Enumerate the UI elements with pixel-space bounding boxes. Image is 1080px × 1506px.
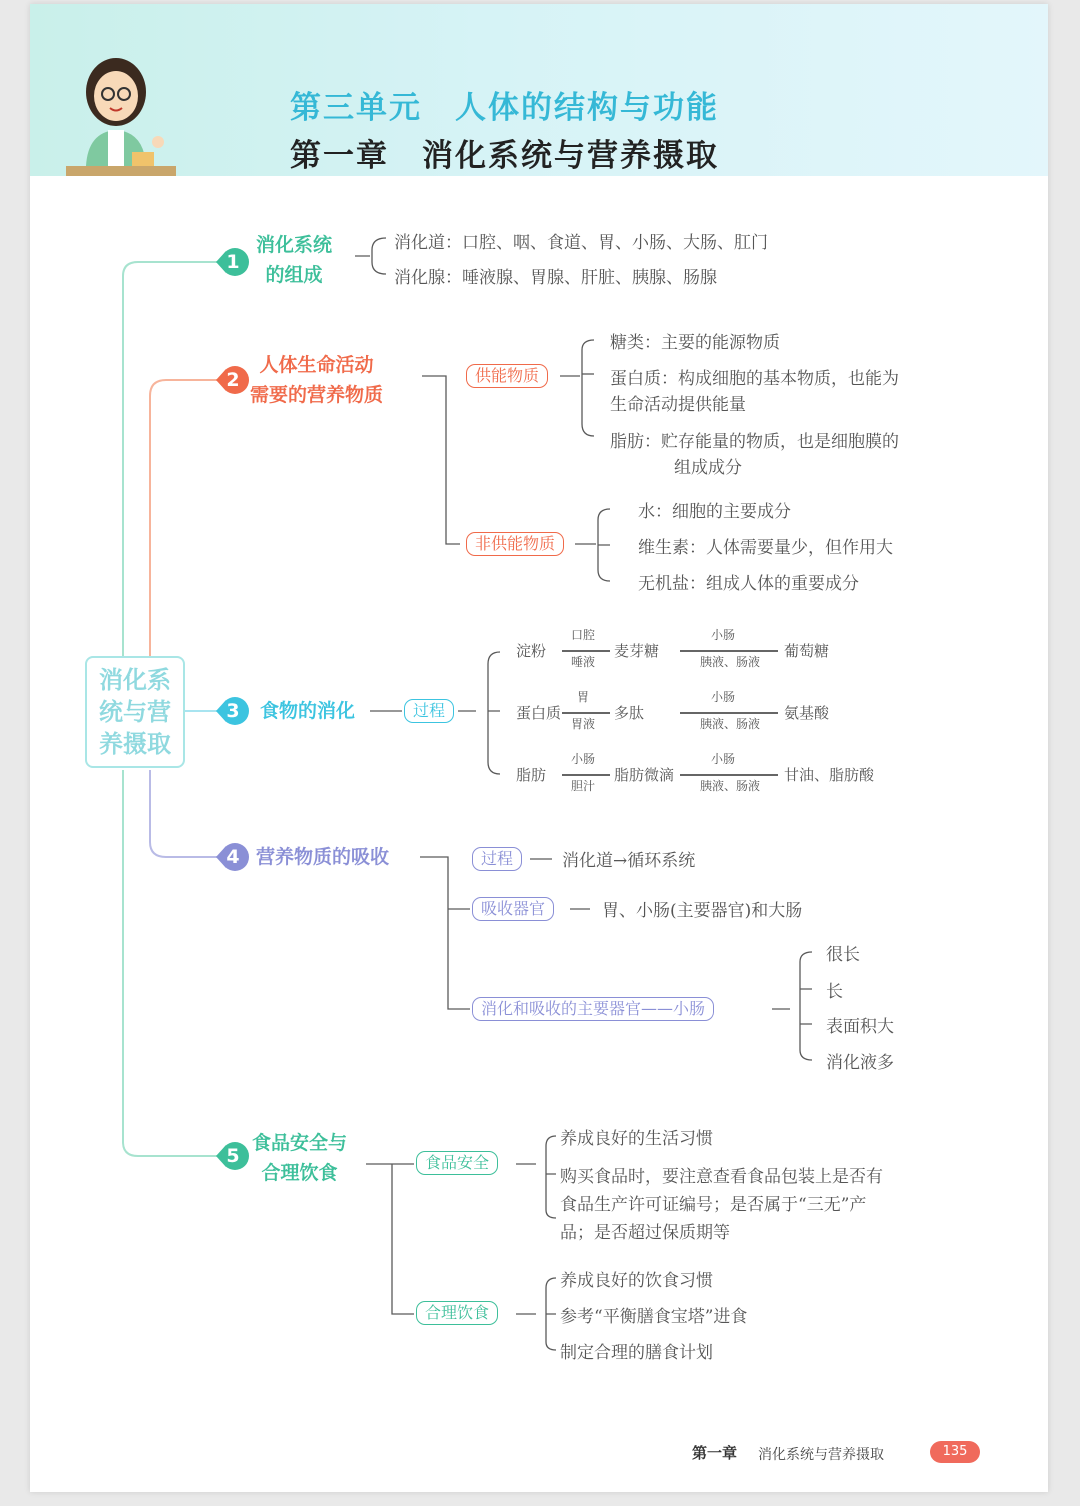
digestion-substrate: 淀粉 <box>516 642 547 660</box>
tag-energy-nutrients: 供能物质 <box>466 364 548 388</box>
digestion-enzyme: 唾液 <box>570 655 595 669</box>
chapter-title: 第一章 消化系统与营养摄取 <box>290 138 719 174</box>
textbook-page <box>30 4 1048 1492</box>
digestion-product: 氨基酸 <box>784 704 830 722</box>
digestion-site: 小肠 <box>710 690 735 704</box>
branch-5-num-text: 5 <box>226 1145 240 1167</box>
diet-item: 参考“平衡膳食宝塔”进食 <box>560 1307 748 1327</box>
digestion-product: 葡萄糖 <box>784 642 830 660</box>
absorption-organs-text: 胃、小肠(主要器官)和大肠 <box>602 901 803 921</box>
digestion-substrate: 脂肪 <box>516 766 547 784</box>
digestion-site: 小肠 <box>710 628 735 642</box>
digestion-arrow <box>562 774 610 776</box>
digestion-enzyme: 胰液、肠液 <box>699 717 760 731</box>
diet-item: 制定合理的膳食计划 <box>560 1343 713 1363</box>
branch-3-number <box>216 694 250 728</box>
branch-2-number <box>216 363 250 397</box>
intestine-feature: 长 <box>826 982 843 1002</box>
branch-5-title-line1: 食品安全与 <box>252 1132 348 1154</box>
branch-4-number <box>216 840 250 874</box>
root-line-1: 消化系 <box>99 666 171 694</box>
branch-1-title-line1: 消化系统 <box>256 234 333 256</box>
branch-2-title <box>250 350 383 410</box>
branch-2-title-line1: 人体生命活动 <box>259 354 374 376</box>
digestion-site: 小肠 <box>570 752 595 766</box>
digestion-substrate: 蛋白质 <box>516 704 562 722</box>
branch-5-title <box>252 1128 347 1188</box>
branch-1-item: 消化腺：唾液腺、胃腺、肝脏、胰腺、肠腺 <box>394 268 717 288</box>
root-line-2: 统与营 <box>99 698 171 726</box>
branch-5-number <box>216 1139 250 1173</box>
tag-food-safety: 食品安全 <box>416 1151 498 1175</box>
footer-chapter: 第一章 <box>692 1444 738 1462</box>
digestion-arrow <box>562 650 610 652</box>
branch-3-title: 食物的消化 <box>260 700 356 722</box>
root-line-3: 养摄取 <box>99 730 171 758</box>
digestion-arrow <box>680 774 778 776</box>
branch-1-title <box>256 230 332 290</box>
tag-non-energy-nutrients: 非供能物质 <box>466 532 564 556</box>
footer-title: 消化系统与营养摄取 <box>758 1447 884 1463</box>
branch-2-title-line2: 需要的营养物质 <box>250 384 384 406</box>
digestion-arrow <box>680 712 778 714</box>
branch-1-number <box>216 245 250 279</box>
tag-digestion-process: 过程 <box>404 699 454 723</box>
digestion-enzyme: 胃液 <box>570 717 595 731</box>
nutrient-item-cont: 组成成分 <box>674 458 742 478</box>
digestion-arrow <box>680 650 778 652</box>
nutrient-item: 维生素：人体需要量少，但作用大 <box>638 538 893 558</box>
food-safety-item: 养成良好的生活习惯 <box>560 1129 713 1149</box>
nutrient-item-cont: 生命活动提供能量 <box>610 395 746 415</box>
food-safety-item: 购买食品时，要注意查看食品包装上是否有 <box>560 1167 883 1187</box>
branch-4-num-text: 4 <box>226 846 240 868</box>
diet-item: 养成良好的饮食习惯 <box>560 1271 713 1291</box>
nutrient-item: 水：细胞的主要成分 <box>638 502 791 522</box>
nutrient-item: 无机盐：组成人体的重要成分 <box>638 574 859 594</box>
branch-2-num-text: 2 <box>226 369 240 391</box>
tag-reasonable-diet: 合理饮食 <box>416 1301 498 1325</box>
digestion-enzyme: 胰液、肠液 <box>699 655 760 669</box>
digestion-enzyme: 胆汁 <box>570 779 595 793</box>
intestine-feature: 很长 <box>826 945 860 965</box>
digestion-site: 胃 <box>576 690 589 704</box>
unit-title: 第三单元 人体的结构与功能 <box>290 90 719 126</box>
digestion-arrow <box>562 712 610 714</box>
digestion-intermediate: 多肽 <box>614 704 645 722</box>
branch-5-title-line2: 合理饮食 <box>261 1162 338 1184</box>
absorption-path: 消化道→循环系统 <box>562 851 696 871</box>
digestion-product: 甘油、脂肪酸 <box>784 766 875 784</box>
branch-4-title: 营养物质的吸收 <box>256 846 390 868</box>
branch-1-item: 消化道：口腔、咽、食道、胃、小肠、大肠、肛门 <box>394 233 768 253</box>
food-safety-item-cont: 食品生产许可证编号；是否属于“三无”产 <box>560 1195 867 1215</box>
digestion-enzyme: 胰液、肠液 <box>699 779 760 793</box>
branch-1-num-text: 1 <box>226 251 240 273</box>
intestine-feature: 表面积大 <box>826 1017 894 1037</box>
nutrient-item: 脂肪：贮存能量的物质，也是细胞膜的 <box>610 432 899 452</box>
intestine-feature: 消化液多 <box>826 1053 894 1073</box>
digestion-site: 小肠 <box>710 752 735 766</box>
root-node <box>85 656 185 768</box>
tag-absorption-organs: 吸收器官 <box>472 897 554 921</box>
food-safety-item-cont: 品；是否超过保质期等 <box>560 1223 730 1243</box>
page-number: 135 <box>930 1441 980 1463</box>
tag-absorption-process: 过程 <box>472 847 522 871</box>
digestion-intermediate: 麦芽糖 <box>614 642 660 660</box>
branch-1-title-line2: 的组成 <box>265 264 323 286</box>
tag-small-intestine: 消化和吸收的主要器官——小肠 <box>472 997 714 1021</box>
branch-3-num-text: 3 <box>226 700 240 722</box>
nutrient-item: 糖类：主要的能源物质 <box>610 333 780 353</box>
digestion-site: 口腔 <box>570 628 595 642</box>
nutrient-item: 蛋白质：构成细胞的基本物质，也能为 <box>610 369 899 389</box>
digestion-intermediate: 脂肪微滴 <box>614 766 675 784</box>
